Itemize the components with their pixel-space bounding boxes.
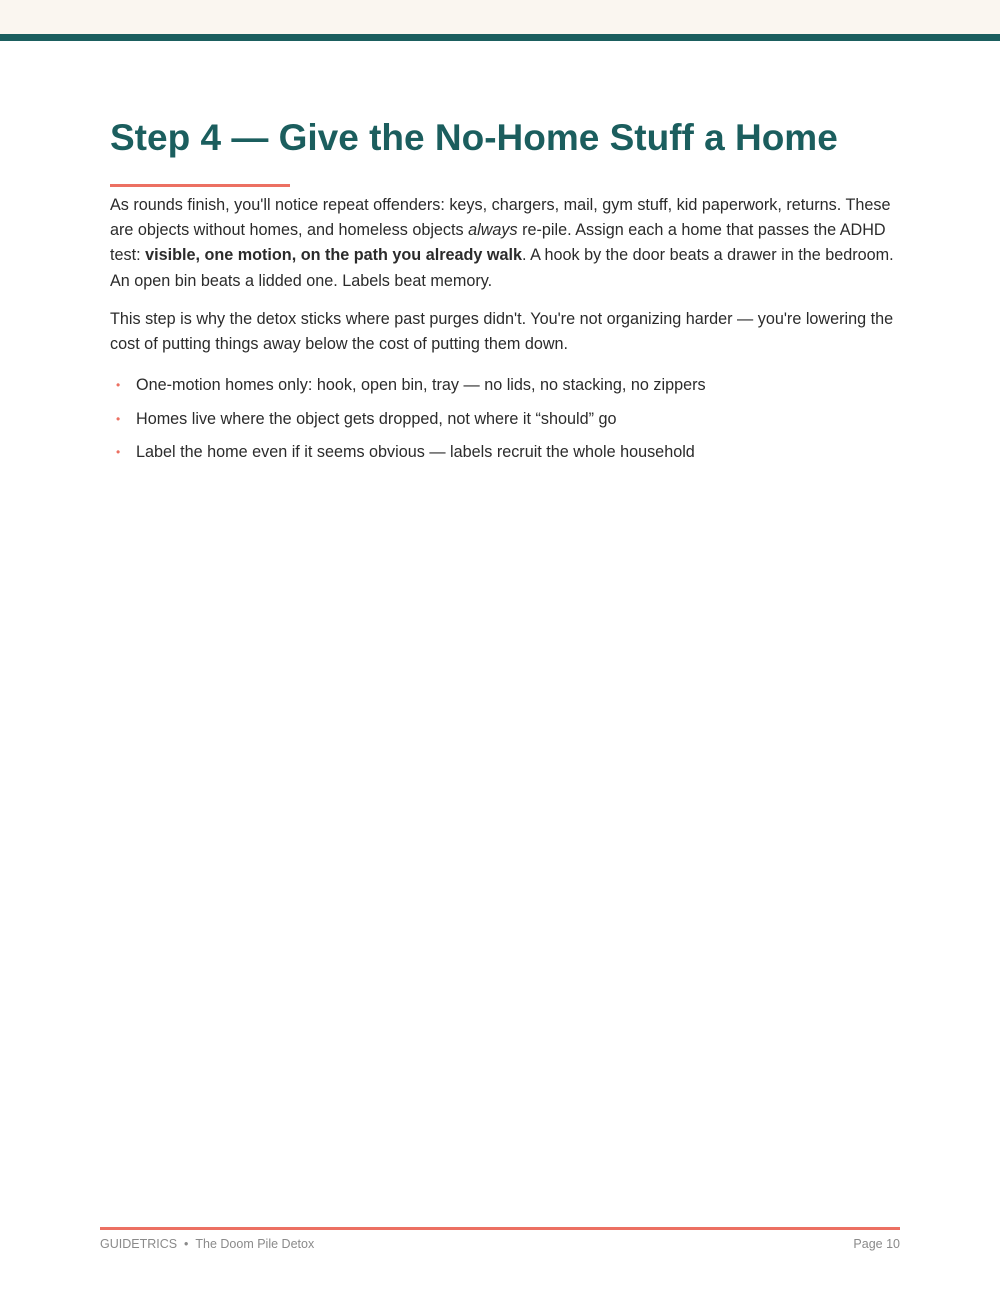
paragraph-1-strong: visible, one motion, on the path you already walk <box>145 246 522 265</box>
paragraph-1-text-c: . A hook by the door beats a drawer in the bedroom. An open bin beats a lidded one. Labels beat memory. <box>110 246 894 290</box>
bullet-icon: • <box>116 378 121 393</box>
footer-doc-title: The Doom Pile Detox <box>195 1237 315 1251</box>
footer-brand: GUIDETRICS <box>100 1237 178 1251</box>
list-item <box>110 440 900 465</box>
paragraph-1-text-b: re-pile. Assign each a home that passes the ADHD test: <box>110 221 886 265</box>
header-band <box>0 0 1000 34</box>
bullet-icon: • <box>116 445 121 460</box>
tips-list <box>110 373 900 465</box>
list-item-text: Homes live where the object gets dropped, not where it “should” go <box>136 409 617 428</box>
title-accent-rule <box>110 184 290 187</box>
paragraph-1-emphasis: always <box>468 221 518 240</box>
footer-rule <box>100 1227 900 1230</box>
paragraph-1-text-a: As rounds finish, you'll notice repeat offenders: keys, chargers, mail, gym stuff, kid paperwork, returns. These are objects without homes, and homeless objects <box>110 196 891 240</box>
list-item <box>110 407 900 432</box>
page-number: Page 10 <box>853 1237 900 1251</box>
page-content <box>110 112 900 474</box>
list-item-text: Label the home even if it seems obvious — labels recruit the whole household <box>136 443 695 462</box>
page-title: Step 4 — Give the No-Home Stuff a Home <box>110 117 838 158</box>
body-paragraph-2: This step is why the detox sticks where past purges didn't. You're not organizing harder — you're lowering the cost of putting things away below the cost of putting them down. <box>110 309 894 354</box>
list-item-text: One-motion homes only: hook, open bin, tray — no lids, no stacking, no zippers <box>136 376 706 395</box>
bullet-icon: • <box>116 411 121 426</box>
header-rule <box>0 34 1000 41</box>
footer-brand-line <box>100 1237 314 1251</box>
body-paragraph-1 <box>110 193 900 294</box>
list-item <box>110 373 900 398</box>
footer-separator: • <box>184 1237 189 1251</box>
